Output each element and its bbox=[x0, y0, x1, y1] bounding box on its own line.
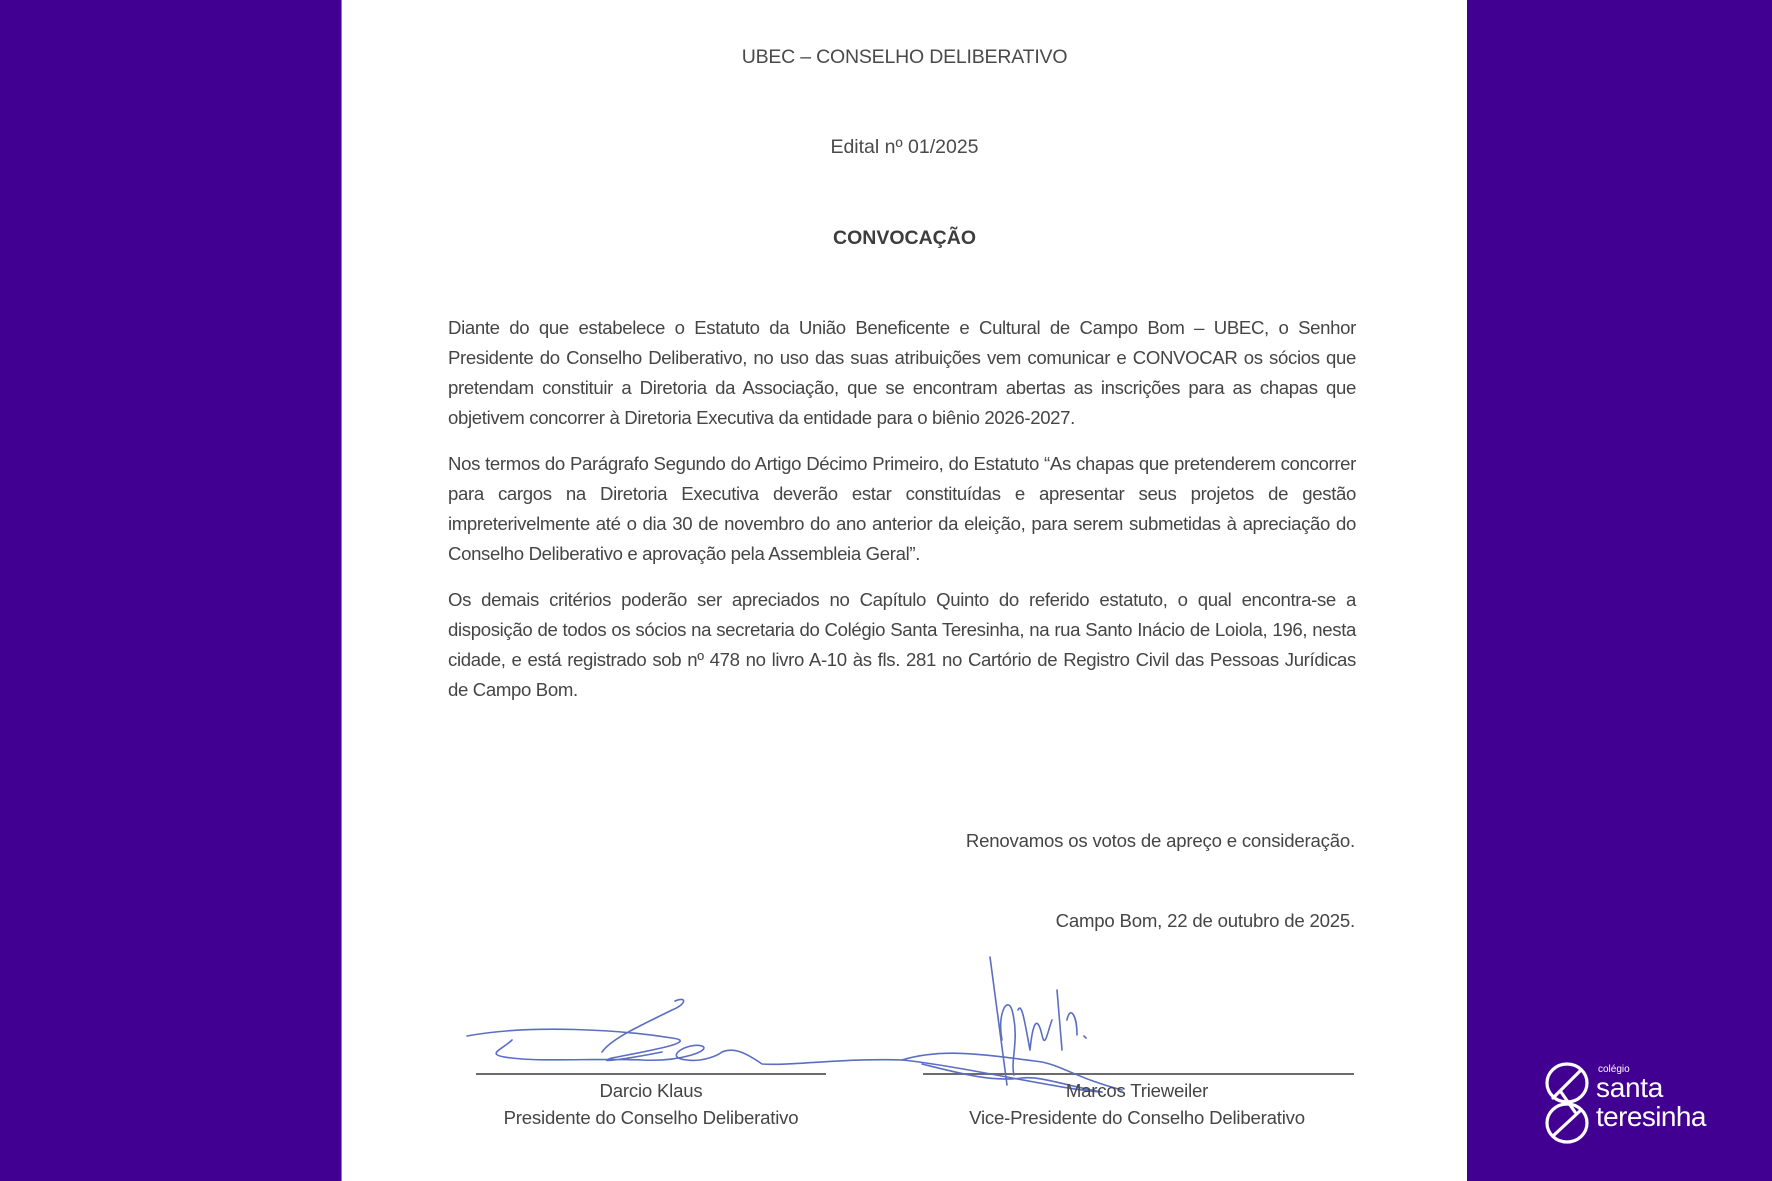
logo-prefix: colégio bbox=[1598, 1064, 1630, 1075]
signatory-role-vice-president: Vice-Presidente do Conselho Deliberativo bbox=[969, 1107, 1305, 1128]
document-body bbox=[448, 313, 1356, 721]
signatory-name-president: Darcio Klaus bbox=[599, 1080, 703, 1101]
signatory-name-vice-president: Marcos Trieweiler bbox=[1065, 1080, 1209, 1101]
signatory-role-president: Presidente do Conselho Deliberativo bbox=[503, 1107, 799, 1128]
paragraph-announcement: Diante do que estabelece o Estatuto da União Beneficente e Cultural de Campo Bom – UBEC, o Senhor Presidente do Conselho Deliberativo, no uso das suas atribuições vem comunicar e CONVOCAR os sócios que pretendam constituir a Diretoria da Associação, que se encontram abertas as inscrições para as chapas que objetivem concorrer à Diretoria Executiva da entidade para o biênio 2026-2027. bbox=[448, 317, 1356, 428]
paragraph-statute-quote: Nos termos do Parágrafo Segundo do Artigo Décimo Primeiro, do Estatuto “As chapas que pretenderem concorrer para cargos na Diretoria Executiva deverão estar constituídas e apresentar seus projetos de gestão impreterivelmente até o dia 30 de novembro do ano anterior da eleição, para serem submetidas à apreciação do Conselho Deliberativo e aprovação pela Assembleia Geral”. bbox=[448, 453, 1356, 564]
logo-line-teresinha: teresinha bbox=[1596, 1101, 1706, 1132]
organization-header: UBEC – CONSELHO DELIBERATIVO bbox=[741, 46, 1068, 68]
place-and-date: Campo Bom, 22 de outubro de 2025. bbox=[1055, 910, 1355, 931]
signature-line-vice-president bbox=[923, 1073, 1354, 1075]
signature-vice-president-stroke bbox=[990, 957, 1086, 1085]
paragraph-criteria: Os demais critérios poderão ser apreciados no Capítulo Quinto do referido estatuto, o qual encontra-se a disposição de todos os sócios na secretaria do Colégio Santa Teresinha, na rua Santo Inácio de Loiola, 196, nesta cidade, e está registrado sob nº 478 no livro A-10 às fls. 281 no Cartório de Registro Civil das Pessoas Jurídicas de Campo Bom. bbox=[448, 589, 1356, 700]
colegio-santa-teresinha-logo bbox=[1543, 1060, 1743, 1145]
edital-number: Edital nº 01/2025 bbox=[830, 136, 979, 158]
signature-line-president bbox=[476, 1073, 826, 1075]
closing-remark: Renovamos os votos de apreço e consideração. bbox=[965, 830, 1355, 851]
document-page bbox=[341, 0, 1467, 1181]
document-title: CONVOCAÇÃO bbox=[832, 227, 976, 249]
intertwined-loop-emblem-icon bbox=[1543, 1062, 1591, 1144]
signature-president-stroke bbox=[467, 999, 1102, 1092]
logo-line-santa: santa bbox=[1596, 1072, 1663, 1103]
